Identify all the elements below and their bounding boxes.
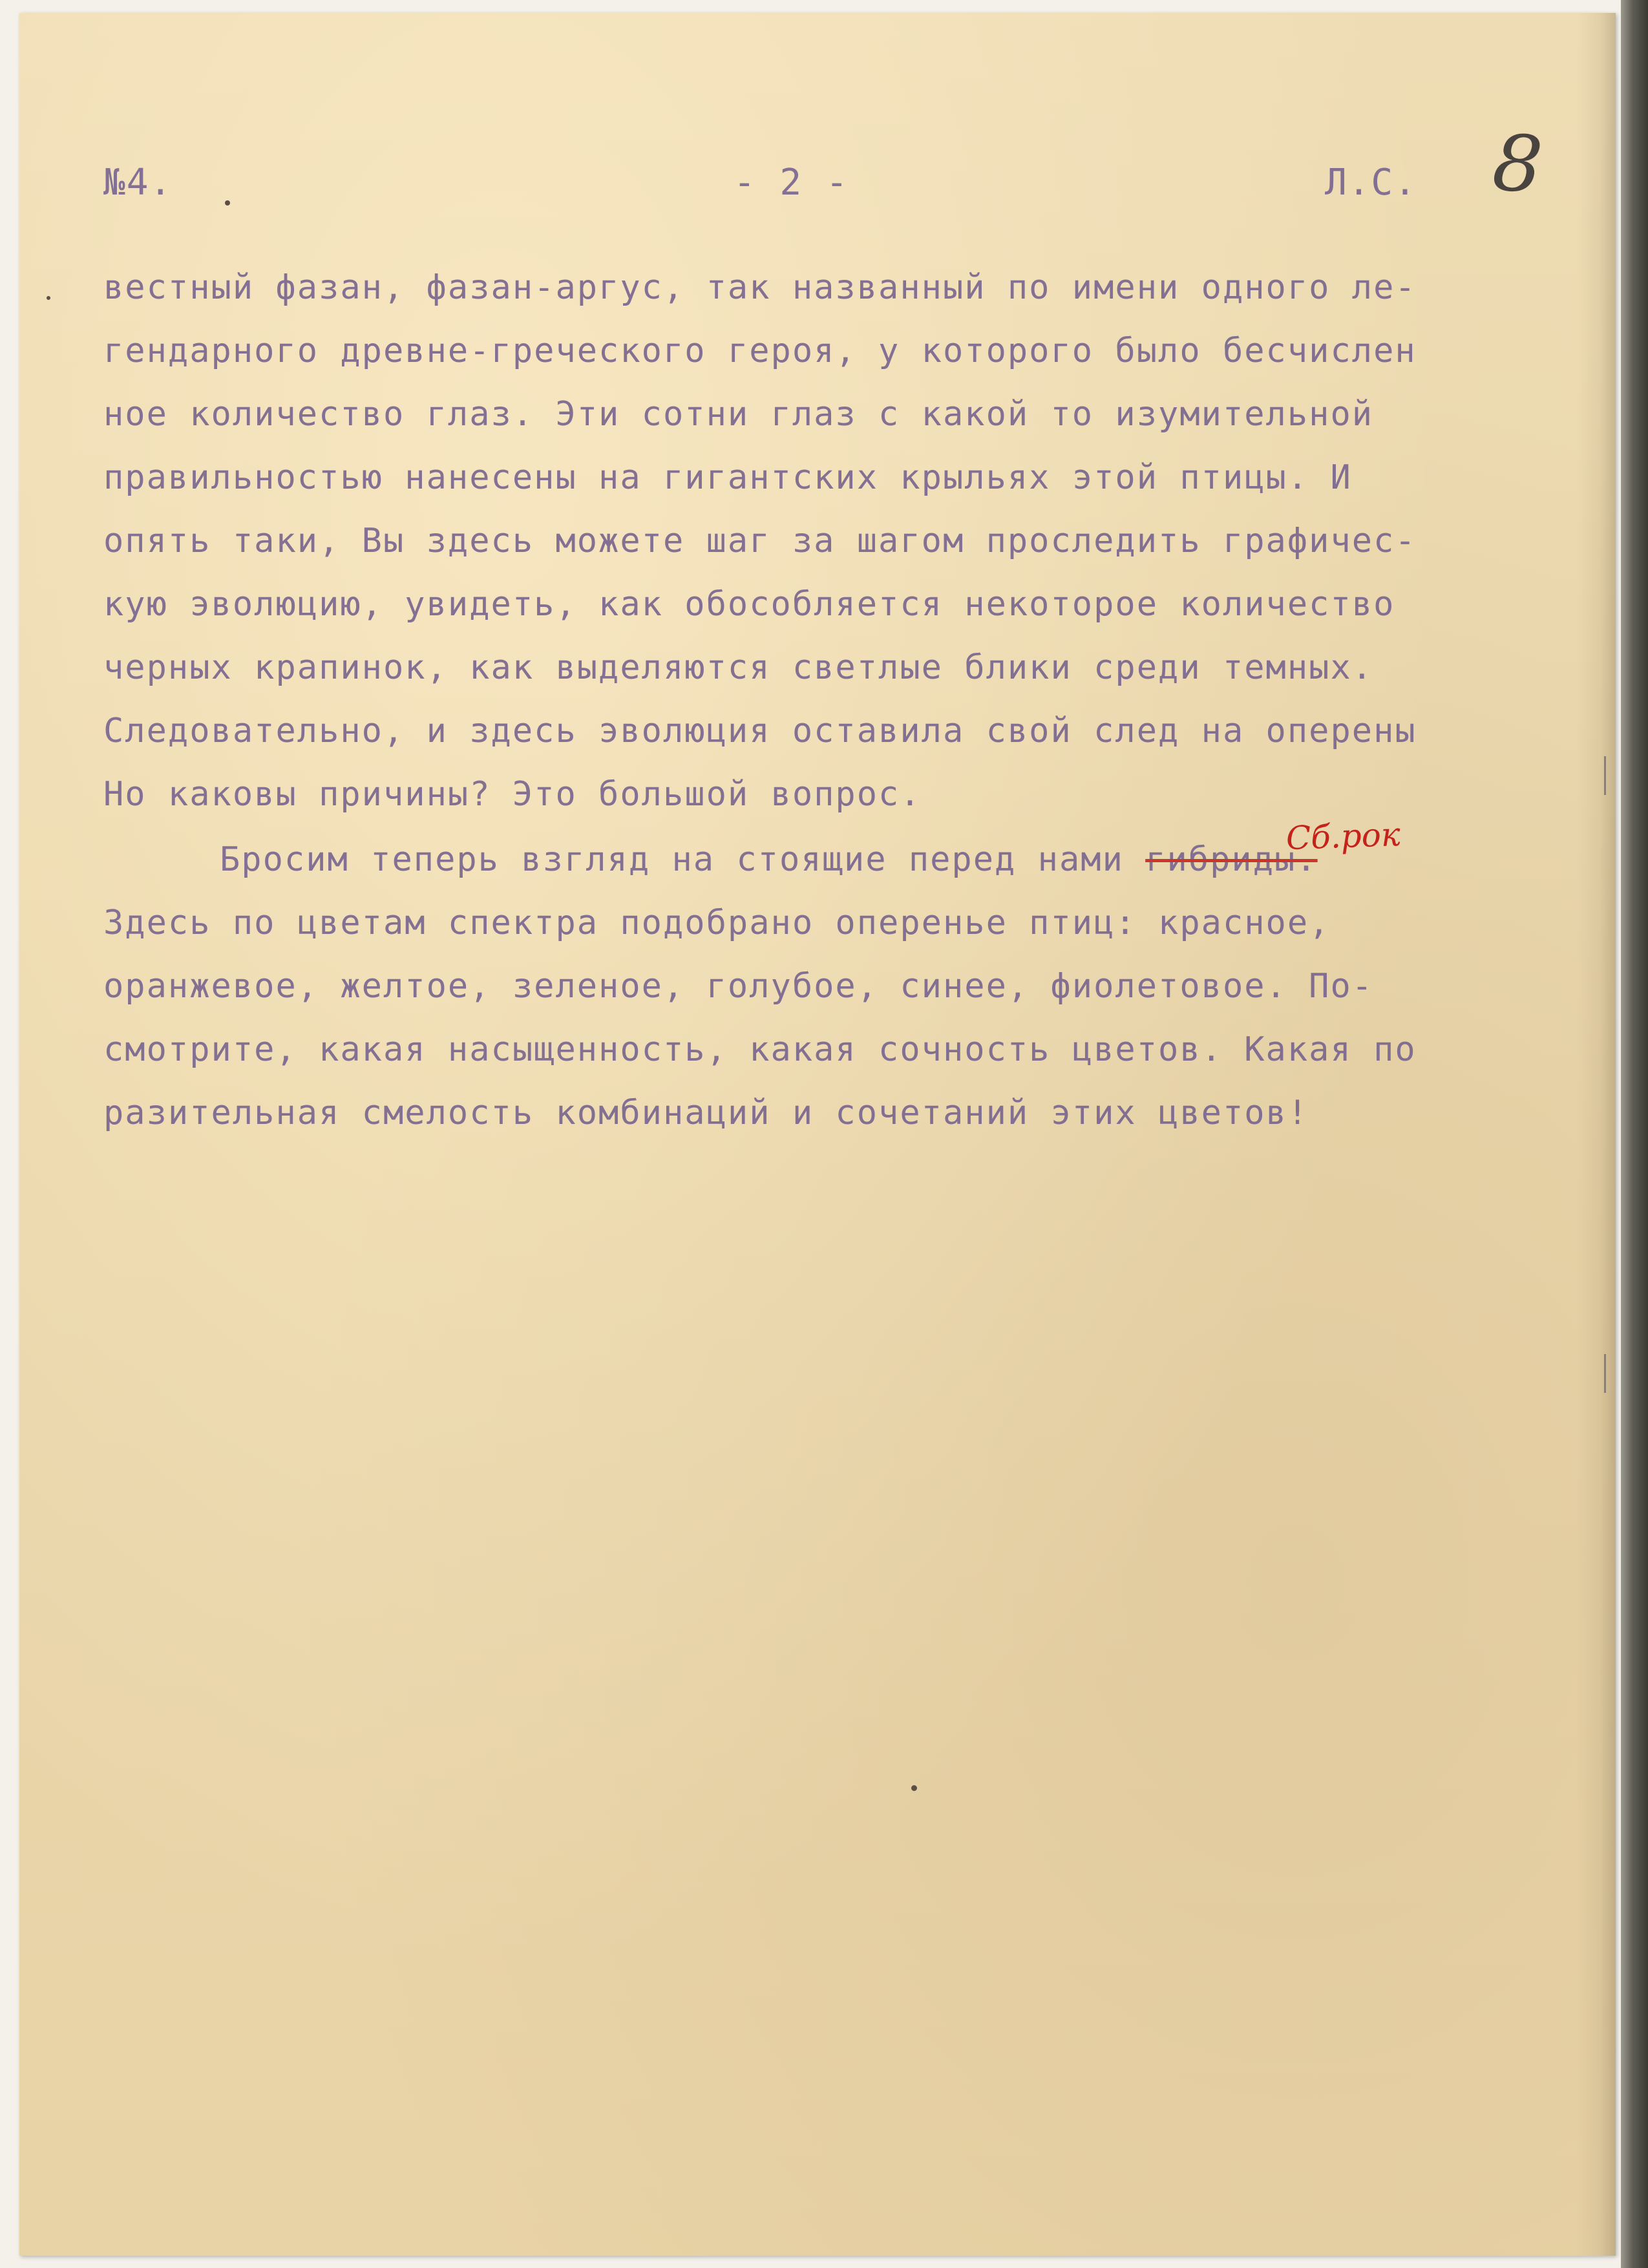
text-line: Здесь по цветам спектра подобрано оперенье птиц: красное, bbox=[103, 904, 1331, 942]
text-line: смотрите, какая насыщенность, какая сочность цветов. Какая по bbox=[103, 1030, 1417, 1069]
text-line-prefix: Бросим теперь взгляд на стоящие перед нами bbox=[220, 840, 1146, 879]
text-line: правильностью нанесены на гигантских крыльях этой птицы. И bbox=[103, 458, 1352, 497]
edge-mark bbox=[1604, 756, 1606, 795]
document-number: №4. bbox=[103, 162, 173, 204]
text-line: разительная смелость комбинаций и сочетаний этих цветов! bbox=[103, 1094, 1309, 1132]
text-line: вестный фазан, фазан-аргус, так названный по имени одного ле- bbox=[103, 268, 1417, 307]
handwritten-folio-number: 8 bbox=[1490, 118, 1546, 211]
struck-word: гибриды. bbox=[1145, 840, 1318, 879]
paper-speck bbox=[225, 200, 230, 206]
text-line: опять таки, Вы здесь можете шаг за шагом проследить графичес- bbox=[103, 522, 1417, 560]
text-line: ное количество глаз. Эти сотни глаз с какой то изумительной bbox=[103, 395, 1374, 434]
text-line: Но каковы причины? Это большой вопрос. bbox=[103, 775, 922, 814]
text-line: Следовательно, и здесь эволюция оставила свой след на оперены bbox=[103, 712, 1417, 750]
author-initials: Л.С. bbox=[1325, 162, 1417, 204]
page-edge-shadow bbox=[1577, 13, 1616, 2256]
scanner-edge bbox=[1621, 0, 1648, 2268]
handwritten-correction: Сб.рок bbox=[1285, 815, 1401, 858]
edge-mark bbox=[1604, 1354, 1606, 1393]
page-number: - 2 - bbox=[734, 162, 849, 204]
paper-speck bbox=[911, 1785, 917, 1791]
text-line: гендарного древне-греческого героя, у которого было бесчислен bbox=[103, 332, 1417, 370]
text-line: кую эволюцию, увидеть, как обособляется некоторое количество bbox=[103, 585, 1395, 624]
text-line: черных крапинок, как выделяются светлые блики среди темных. bbox=[103, 648, 1374, 687]
paper-speck bbox=[47, 296, 50, 300]
paragraph-first-line bbox=[220, 840, 1318, 879]
text-line: оранжевое, желтое, зеленое, голубое, синее, фиолетовое. По- bbox=[103, 967, 1374, 1006]
